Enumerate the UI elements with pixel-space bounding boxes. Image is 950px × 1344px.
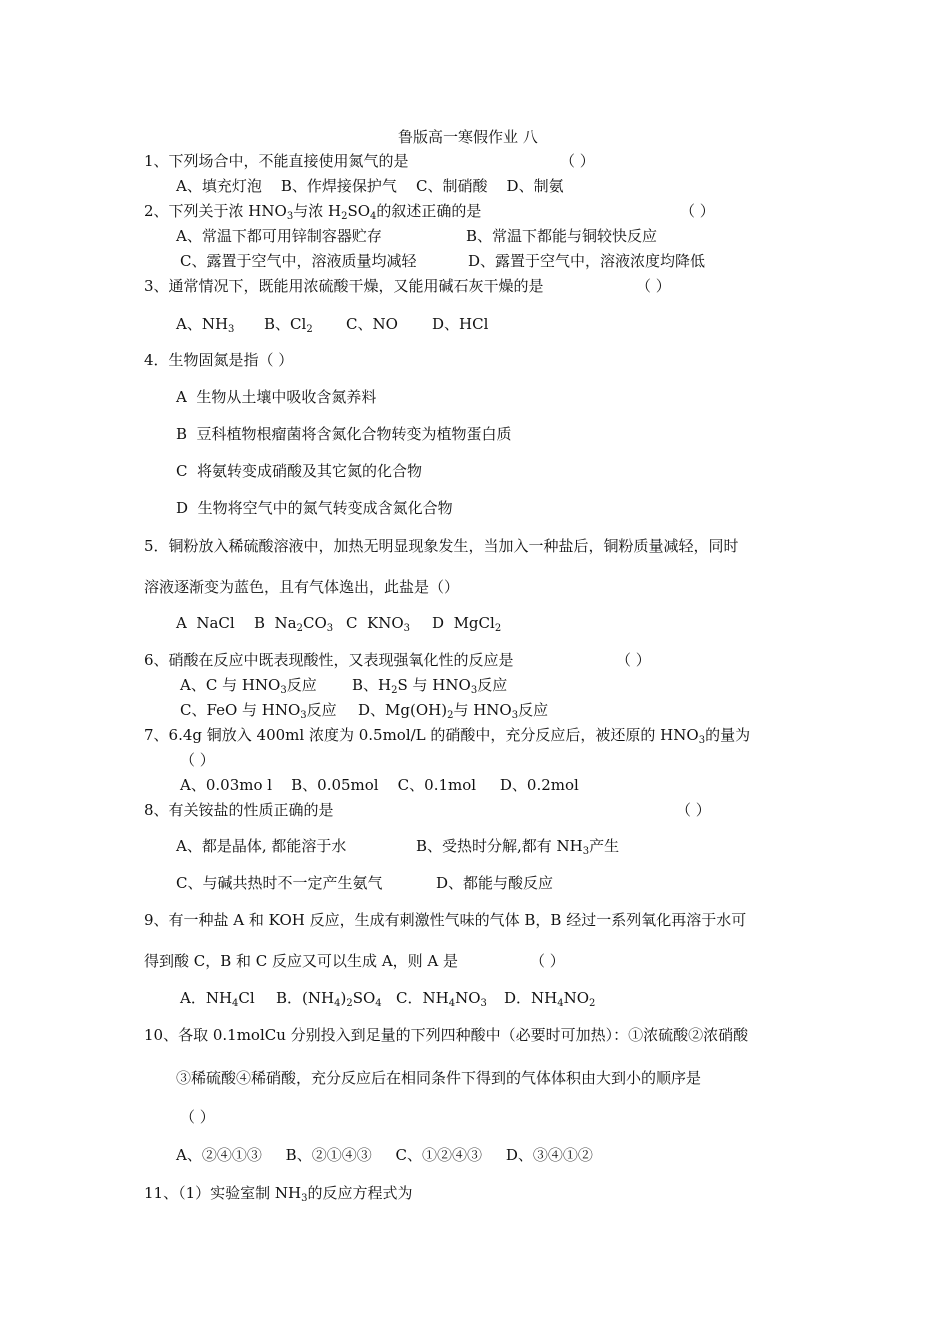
question-5-stem-line-1: 5．铜粉放入稀硫酸溶液中，加热无明显现象发生，当加入一种盐后，铜粉质量减轻，同时 bbox=[144, 537, 739, 555]
question-8-option-b: B、受热时分解,都有 $NH_3$产生 bbox=[416, 837, 620, 857]
question-3-option-b: B、$Cl_2$ bbox=[264, 315, 313, 335]
question-6-option-a: A、C 与 $HNO_3$反应 bbox=[180, 676, 317, 696]
question-2-stem: 2、下列关于浓 $HNO_3$与浓 $H_2SO_4$的叙述正确的是 bbox=[144, 202, 482, 222]
question-8-option-d: D、都能与酸反应 bbox=[436, 874, 554, 892]
question-4-option-a: A 生物从土壤中吸收含氮养料 bbox=[176, 388, 377, 406]
question-9-stem-line-2: 得到酸 C，B 和 C 反应又可以生成 A，则 A 是 bbox=[144, 952, 459, 970]
question-6-option-b: B、$H_2S$ 与 $HNO_3$反应 bbox=[352, 676, 508, 696]
question-8-stem: 8、有关铵盐的性质正确的是 bbox=[144, 801, 334, 819]
question-6-answer-blank: （ ） bbox=[616, 651, 651, 669]
question-8-option-c: C、与碱共热时不一定产生氨气 bbox=[176, 874, 383, 892]
question-9-option-b: B．$(NH_4)_2SO_4$ bbox=[276, 989, 382, 1009]
question-9-option-c: C．$NH_4NO_3$ bbox=[396, 989, 487, 1009]
question-5-option-a: A NaCl bbox=[176, 614, 235, 632]
question-2-option-d: D、露置于空气中，溶液浓度均降低 bbox=[468, 252, 706, 270]
question-1-answer-blank: （ ） bbox=[560, 152, 595, 170]
question-2-option-b: B、常温下都能与铜较快反应 bbox=[466, 227, 658, 245]
question-5-stem-line-2: 溶液逐渐变为蓝色，且有气体逸出，此盐是（） bbox=[144, 578, 460, 596]
question-5-option-c: C $KNO_3$ bbox=[346, 614, 411, 634]
question-4-option-b: B 豆科植物根瘤菌将含氮化合物转变为植物蛋白质 bbox=[176, 425, 512, 443]
question-8-answer-blank: （ ） bbox=[676, 801, 711, 819]
question-7-options: A、0.03mo l B、0.05mol C、0.1mol D、0.2mol bbox=[180, 776, 579, 794]
question-4-stem: 4．生物固氮是指（ ） bbox=[144, 351, 294, 369]
question-5-option-b: B $Na_2CO_3$ bbox=[254, 614, 334, 634]
question-9-answer-blank: （ ） bbox=[530, 952, 565, 970]
question-3-option-d: D、HCl bbox=[432, 315, 489, 333]
question-3-option-a: A、$NH_3$ bbox=[176, 315, 235, 335]
question-1-stem: 1、下列场合中，不能直接使用氮气的是 bbox=[144, 152, 409, 170]
question-3-answer-blank: （ ） bbox=[636, 277, 671, 295]
question-10-answer-blank: （ ） bbox=[180, 1108, 215, 1126]
question-9-option-d: D．$NH_4NO_2$ bbox=[504, 989, 596, 1009]
question-9-option-a: A．$NH_4Cl$ bbox=[180, 989, 255, 1009]
question-2-answer-blank: （ ） bbox=[680, 202, 715, 220]
question-1-options: A、填充灯泡 B、作焊接保护气 C、制硝酸 D、制氨 bbox=[176, 177, 564, 195]
question-3-option-c: C、NO bbox=[346, 315, 398, 333]
question-4-option-d: D 生物将空气中的氮气转变成含氮化合物 bbox=[176, 499, 453, 517]
question-5-option-d: D MgCl$_2$ bbox=[432, 614, 502, 634]
question-10-stem-line-2: ③稀硫酸④稀硝酸，充分反应后在相同条件下得到的气体体积由大到小的顺序是 bbox=[176, 1069, 702, 1087]
question-7-answer-blank: （ ） bbox=[180, 751, 215, 769]
question-10-options: A、②④①③ B、②①④③ C、①②④③ D、③④①② bbox=[176, 1146, 593, 1164]
question-2-option-a: A、常温下都可用锌制容器贮存 bbox=[176, 227, 382, 245]
question-10-stem-line-1: 10、各取 0.1molCu 分别投入到足量的下列四种酸中（必要时可加热）：①浓硫酸②浓硝酸 bbox=[144, 1026, 749, 1044]
question-11-stem: 11、（1）实验室制 $NH_3$的反应方程式为 bbox=[144, 1184, 413, 1204]
page-title: 鲁版高一寒假作业 八 bbox=[398, 128, 538, 146]
question-4-option-c: C 将氨转变成硝酸及其它氮的化合物 bbox=[176, 462, 423, 480]
question-7-stem: 7、6.4g 铜放入 400ml 浓度为 0.5mol/L 的硝酸中，充分反应后，被还原的 $HNO_3$的量为 bbox=[144, 726, 751, 746]
question-3-stem: 3、通常情况下，既能用浓硫酸干燥，又能用碱石灰干燥的是 bbox=[144, 277, 544, 295]
question-6-option-d: D、$Mg(OH)_2$与 $HNO_3$反应 bbox=[358, 701, 549, 721]
question-8-option-a: A、都是晶体, 都能溶于水 bbox=[176, 837, 347, 855]
question-6-stem: 6、硝酸在反应中既表现酸性，又表现强氧化性的反应是 bbox=[144, 651, 514, 669]
question-2-option-c: C、露置于空气中，溶液质量均减轻 bbox=[180, 252, 417, 270]
question-9-stem-line-1: 9、有一种盐 A 和 KOH 反应，生成有刺激性气味的气体 B，B 经过一系列氧化再溶于水可 bbox=[144, 911, 747, 929]
question-6-option-c: C、FeO 与 $HNO_3$反应 bbox=[180, 701, 337, 721]
